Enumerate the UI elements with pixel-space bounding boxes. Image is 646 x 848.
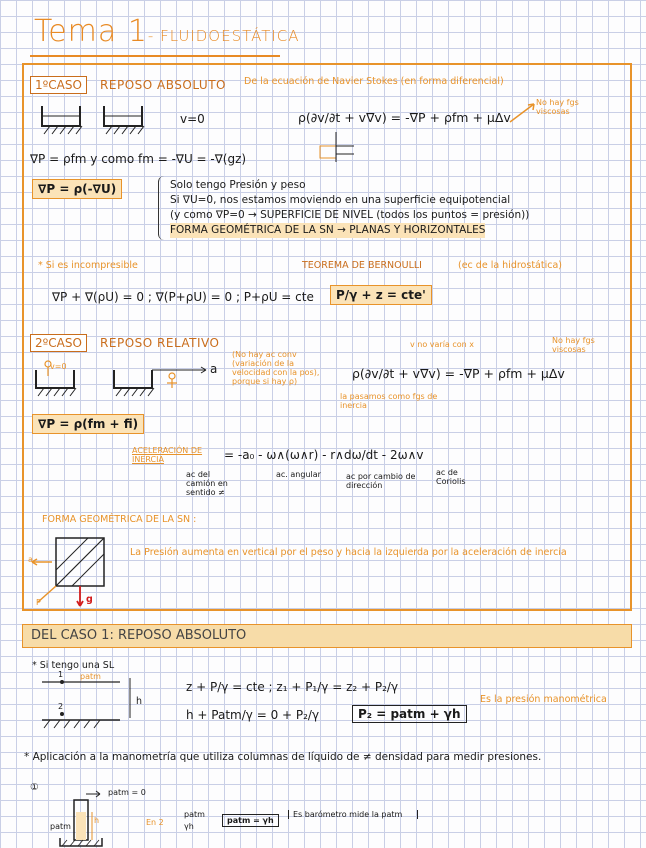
barometer-diagram xyxy=(46,790,116,848)
si-tengo: * Si tengo una SL xyxy=(32,660,115,671)
bernoulli-note: (ec de la hidrostática) xyxy=(458,260,562,271)
patm-zero: patm = 0 xyxy=(108,788,146,797)
case2-v-zero: v=0 xyxy=(50,362,67,371)
gh-label: γh xyxy=(184,822,194,831)
page-title xyxy=(34,14,300,49)
aplicacion-note: * Aplicación a la manometría que utiliza columnas de líquido de ≠ densidad para medir presiones. xyxy=(24,751,542,763)
barometer-note: Es barómetro mide la patm xyxy=(288,810,418,819)
inertia-eq: = -a₀ - ω∧(ω∧r) - r∧dω/dt - 2ω∧v xyxy=(224,448,424,462)
en2-label: En 2 xyxy=(146,818,164,827)
case1-label: 1ºCASO xyxy=(30,76,87,94)
presion-note: La Presión aumenta en vertical por el peso y hacia la izquierda por la aceleración de inercia xyxy=(130,547,567,558)
inertia-label: ACELERACIÓN DE INERCIA xyxy=(132,446,203,464)
title-underline xyxy=(30,55,280,57)
case2-navier-eq: ρ(∂v/∂t + v∇v) = -∇P + ρfm + μΔv xyxy=(352,366,565,381)
title-sub: - FLUIDOESTÁTICA xyxy=(147,27,300,45)
section3-eq2: h + Patm/γ = 0 + P₂/γ xyxy=(186,708,320,722)
sn-diagram xyxy=(26,532,126,612)
patm-small: patm xyxy=(50,822,71,831)
section-bar: DEL CASO 1: REPOSO ABSOLUTO xyxy=(22,624,632,648)
case2-a-label: a xyxy=(210,362,218,376)
bullet-2: Si ∇U=0, nos estamos moviendo en una superficie equipotencial xyxy=(170,194,511,206)
case1-navier-eq: ρ(∂v/∂t + v∇v) = -∇P + ρfm + μΔv xyxy=(298,110,511,125)
point-2: 2 xyxy=(58,702,64,711)
case1-grad-eq: ∇P = ρfm y como fm = -∇U = -∇(gz) xyxy=(30,152,247,166)
case2-no-varia: v no varía con x xyxy=(410,340,475,349)
h-small: h xyxy=(94,816,100,825)
ac-camion: ac del camión en sentido ≠ xyxy=(186,470,228,497)
ac-cambio: ac por cambio de dirección xyxy=(346,472,416,490)
diag-p-label: P xyxy=(36,598,41,607)
sl-diagram xyxy=(40,674,143,734)
manometric-note: Es la presión manométrica xyxy=(480,694,607,705)
bullet-3: (y como ∇P=0 → SUPERFICIE DE NIVEL (todos los puntos = presión)) xyxy=(170,209,530,221)
item-1: ① xyxy=(30,782,39,793)
p2-box: P₂ = patm + γh xyxy=(352,705,467,723)
bullet-1: Solo tengo Presión y peso xyxy=(170,179,306,191)
case1-v-zero: v=0 xyxy=(180,112,205,126)
axes-sketch xyxy=(318,130,358,164)
incompressible-note: * Si es incompresible xyxy=(38,260,138,271)
ac-coriolis: ac de Coriolis xyxy=(436,468,466,486)
diag-g-label: g xyxy=(86,594,93,605)
strike-arrow-icon xyxy=(508,100,538,124)
case2-no-conv: (No hay ac conv (variación de la velocidad con la pos), porque si hay ρ) xyxy=(232,350,320,386)
case1-header xyxy=(30,74,226,93)
bullet-4: FORMA GEOMÉTRICA DE LA SN → PLANAS Y HORIZONTALES xyxy=(170,224,486,236)
case2-no-viscous: No hay fgs viscosas xyxy=(552,336,595,354)
h-label: h xyxy=(136,696,143,707)
case1-tank-sketch xyxy=(40,104,160,138)
incompressible-eq: ∇P + ∇(ρU) = 0 ; ∇(P+ρU) = 0 ; P+ρU = cte xyxy=(52,290,314,304)
diag-a-label: a xyxy=(28,555,33,564)
section3-eq1: z + P/γ = cte ; z₁ + P₁/γ = z₂ + P₂/γ xyxy=(186,680,399,694)
case2-pasamos: la pasamos como fgs de inercia xyxy=(340,392,438,410)
forma-label: FORMA GEOMÉTRICA DE LA SN : xyxy=(42,514,197,525)
case2-header xyxy=(30,332,220,351)
case1-bullets xyxy=(170,178,529,238)
case2-heading: REPOSO RELATIVO xyxy=(100,336,220,350)
ac-angular: ac. angular xyxy=(276,470,321,479)
case1-bracket xyxy=(158,176,167,240)
case1-no-viscous: No hay fgs viscosas xyxy=(536,98,579,116)
case1-box-eq: ∇P = ρ(-∇U) xyxy=(32,179,122,199)
bernoulli-box: P/γ + z = cte' xyxy=(330,285,432,305)
patm-label: patm xyxy=(80,672,101,681)
bernoulli-label: TEOREMA DE BERNOULLI xyxy=(302,260,422,271)
case2-box-eq: ∇P = ρ(fm + fi) xyxy=(32,414,144,434)
case2-label: 2ºCASO xyxy=(30,334,87,352)
patm-eq-box: patm = γh xyxy=(222,814,279,827)
title-main: Tema 1 xyxy=(34,14,148,49)
navier-note: De la ecuación de Navier Stokes (en forma diferencial) xyxy=(244,76,504,87)
patm2-label: patm xyxy=(184,810,205,819)
case1-heading: REPOSO ABSOLUTO xyxy=(100,78,226,92)
point-1: 1 xyxy=(58,670,64,679)
